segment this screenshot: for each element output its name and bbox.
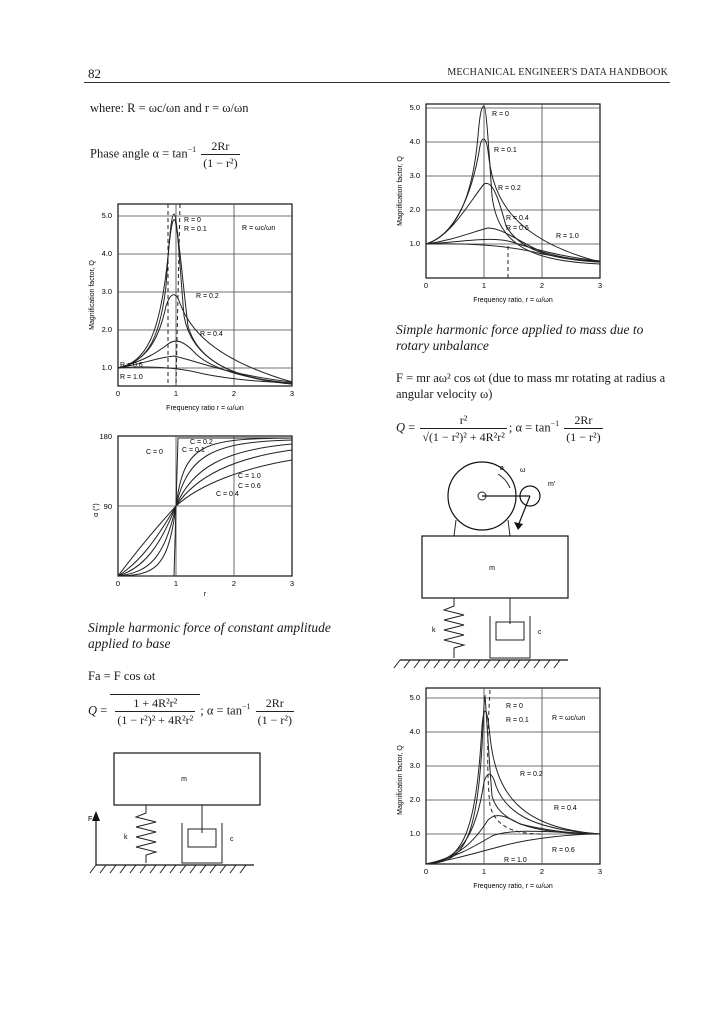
machine-spring-label: k: [432, 627, 436, 634]
chart3-xtick: 1: [481, 281, 487, 290]
phase-numerator: 2Rr: [201, 138, 239, 155]
damper-label: c: [230, 836, 234, 843]
chart3-xtick: 0: [423, 281, 429, 290]
chart1-R-definition: R = ωc/ωn: [242, 225, 276, 232]
chart1-label-R0: R = 0: [184, 217, 201, 224]
chart4-ytick: 1.0: [409, 829, 420, 838]
omega-label: ω: [520, 467, 526, 474]
section-heading-rotary-unbalance: Simple harmonic force applied to mass due to rotary unbalance: [396, 322, 644, 353]
chart3-ytick: 5.0: [409, 103, 420, 112]
running-head: MECHANICAL ENGINEER'S DATA HANDBOOK: [447, 67, 668, 78]
chart3-ylabel: Magnification factor, Q: [397, 156, 404, 226]
chart2-label-C01: C = 0.1: [182, 447, 205, 454]
chart4-label-R10: R = 1.0: [504, 857, 527, 864]
chart2-label-C06: C = 0.6: [238, 483, 261, 490]
chart4-ytick: 2.0: [409, 795, 420, 804]
chart1-ylabel: Magnification factor, Q: [89, 260, 96, 330]
chart1-ytick: 1.0: [101, 363, 112, 372]
chart3-xtick: 2: [539, 281, 545, 290]
phase-angle-chart: [84, 430, 304, 600]
chart1-label-R06: R = 0.6: [120, 362, 143, 369]
mass-block: [114, 753, 260, 805]
chart4-ytick: 3.0: [409, 761, 420, 770]
force-arrowhead: [92, 811, 100, 821]
alpha-numerator: 2Rr: [256, 695, 294, 712]
chart2-ylabel: α (°): [93, 503, 100, 517]
mass-label: m: [181, 776, 187, 783]
chart1-label-R02: R = 0.2: [196, 293, 219, 300]
chart1-xtick: 3: [289, 389, 295, 398]
chart3-label-R04: R = 0.4: [506, 215, 529, 222]
chart1-ytick: 5.0: [101, 211, 112, 220]
rotary-alpha-numerator: 2Rr: [564, 412, 602, 429]
alpha-denominator: (1 − r²): [257, 713, 292, 727]
chart4-xtick: 2: [539, 867, 545, 876]
chart3-xtick: 3: [597, 281, 603, 290]
Q-numerator: 1 + 4R²r²: [115, 695, 195, 712]
chart3-ytick: 3.0: [409, 171, 420, 180]
chart3-label-R06: R = 0.6: [506, 225, 529, 232]
phase-label: Phase angle α = tan: [90, 146, 188, 161]
rotary-unbalance-diagram: [392, 458, 592, 680]
chart1-ytick: 4.0: [101, 249, 112, 258]
machine-damper-piston: [496, 622, 524, 640]
chart2-xtick: 1: [173, 579, 179, 588]
chart4-label-R0: R = 0: [506, 703, 523, 710]
chart3-label-R10: R = 1.0: [556, 233, 579, 240]
chart2-label-C10: C = 1.0: [238, 473, 261, 480]
chart1-xtick: 1: [173, 389, 179, 398]
chart4-label-R06: R = 0.6: [552, 847, 575, 854]
machine-mass-label: m: [489, 565, 495, 572]
spring: [136, 805, 156, 863]
chart4-ytick: 4.0: [409, 727, 420, 736]
chart2-ytick: 90: [103, 502, 112, 511]
Q-fraction: [115, 695, 195, 728]
rotation-arrow: [498, 474, 510, 488]
rotary-alpha-denominator: (1 − r²): [566, 430, 601, 444]
phase-denominator: (1 − r²): [203, 156, 238, 170]
chart4-xtick: 0: [423, 867, 429, 876]
rotating-mass-label: m': [548, 481, 556, 488]
radius-label: a: [500, 465, 504, 472]
chart2-ytick-zero: 0: [115, 579, 121, 588]
chart3-label-R0: R = 0: [492, 111, 509, 118]
force-label: F: [88, 816, 93, 823]
r-definition: r = ω/ωn: [204, 101, 249, 115]
chart1-xlabel: Frequency ratio r = ω/ωn: [166, 405, 244, 412]
section-heading-base-force: Simple harmonic force of constant amplitude applied to base: [88, 620, 331, 651]
chart4-ylabel: Magnification factor, Q: [397, 745, 404, 815]
chart1-label-R04: R = 0.4: [200, 331, 223, 338]
chart3-ytick: 4.0: [409, 137, 420, 146]
machine-damper-label: c: [538, 629, 542, 636]
chart4-ytick: 5.0: [409, 693, 420, 702]
magnification-chart-3: [392, 96, 616, 312]
Q-denominator: (1 − r²)² + 4R²r²: [117, 713, 194, 727]
phase-angle-formula: Phase angle $\alpha = \tan^{-1}$ $\frac{2Rr}{\text{(1 − r²)}}$: [90, 139, 238, 170]
chart1-xtick: 0: [115, 389, 121, 398]
chart2-xlabel: r: [203, 591, 207, 598]
machine-spring: [444, 598, 464, 658]
page-number: 82: [88, 66, 101, 81]
chart4-xlabel: Frequency ratio, r = ω/ωn: [473, 883, 553, 890]
chart3-label-R02: R = 0.2: [498, 185, 521, 192]
chart4-label-R01: R = 0.1: [506, 717, 529, 724]
header-rule: [84, 82, 670, 83]
base-force-Q-formula: Q = $\frac{\text{1 + 4R²r²}}{\text{(1 − r²)² + 4R²r²}}$ ; $\alpha = \tan^{-1}$ $\frac{2Rr}{\text{(1 − r²)}}$: [88, 696, 292, 727]
spring-label: k: [124, 834, 128, 841]
rotary-Q-numerator: r²: [420, 412, 507, 429]
chart1-ytick: 3.0: [101, 287, 112, 296]
chart4-label-R02: R = 0.2: [520, 771, 543, 778]
where-label: where:: [90, 101, 125, 115]
chart1-label-R10: R = 1.0: [120, 374, 143, 381]
chart3-xlabel: Frequency ratio, r = ω/ωn: [473, 297, 553, 304]
chart3-ytick: 1.0: [409, 239, 420, 248]
chart4-xtick: 1: [481, 867, 487, 876]
chart3-label-R01: R = 0.1: [494, 147, 517, 154]
chart2-xtick: 3: [289, 579, 295, 588]
chart4-xtick: 3: [597, 867, 603, 876]
chart2-label-C0: C = 0: [146, 449, 163, 456]
chart2-label-C02: C = 0.2: [190, 439, 213, 446]
rotary-Q-fraction: [420, 412, 507, 445]
chart2-label-C04: C = 0.4: [216, 491, 239, 498]
chart2-ytick: 180: [99, 432, 112, 441]
alpha-fraction: [256, 695, 294, 728]
base-excitation-diagram: [84, 745, 284, 885]
rotary-Q-formula: Q = $\frac{\text{r²}}{\text{√(1 − r²)² + 4R²r²}}$ ; $\alpha = \tan^{-1}$ $\frac{2Rr}{\text{(1 − r²)}}$: [396, 413, 601, 444]
rotary-alpha-fraction: [564, 412, 602, 445]
chart4-R-definition: R = ωc/ωn: [552, 715, 586, 722]
rotary-Q-denominator-text: (1 − r²)² + 4R²r²: [428, 430, 505, 444]
chart4-label-R04: R = 0.4: [554, 805, 577, 812]
rotary-Q-denominator: √(1 − r²)² + 4R²r²: [422, 430, 505, 444]
magnification-chart-4: [392, 686, 616, 898]
R-definition: R = ωc/ωn: [127, 101, 181, 115]
chart1-xtick: 2: [231, 389, 237, 398]
and-word: and: [183, 101, 202, 115]
chart2-xtick: 2: [231, 579, 237, 588]
phase-fraction: [201, 138, 239, 171]
chart1-ytick: 2.0: [101, 325, 112, 334]
magnification-chart-1: [84, 196, 304, 416]
chart3-ytick: 2.0: [409, 205, 420, 214]
chart1-label-R01: R = 0.1: [184, 226, 207, 233]
base-force-equation: Fa = F cos ωt: [88, 669, 156, 683]
machine-mass-block: [422, 536, 568, 598]
rotary-force-equation: F = mr aω² cos ωt (due to mass mr rotating at radius a angular velocity ω): [396, 371, 666, 401]
where-definitions: [90, 100, 248, 116]
